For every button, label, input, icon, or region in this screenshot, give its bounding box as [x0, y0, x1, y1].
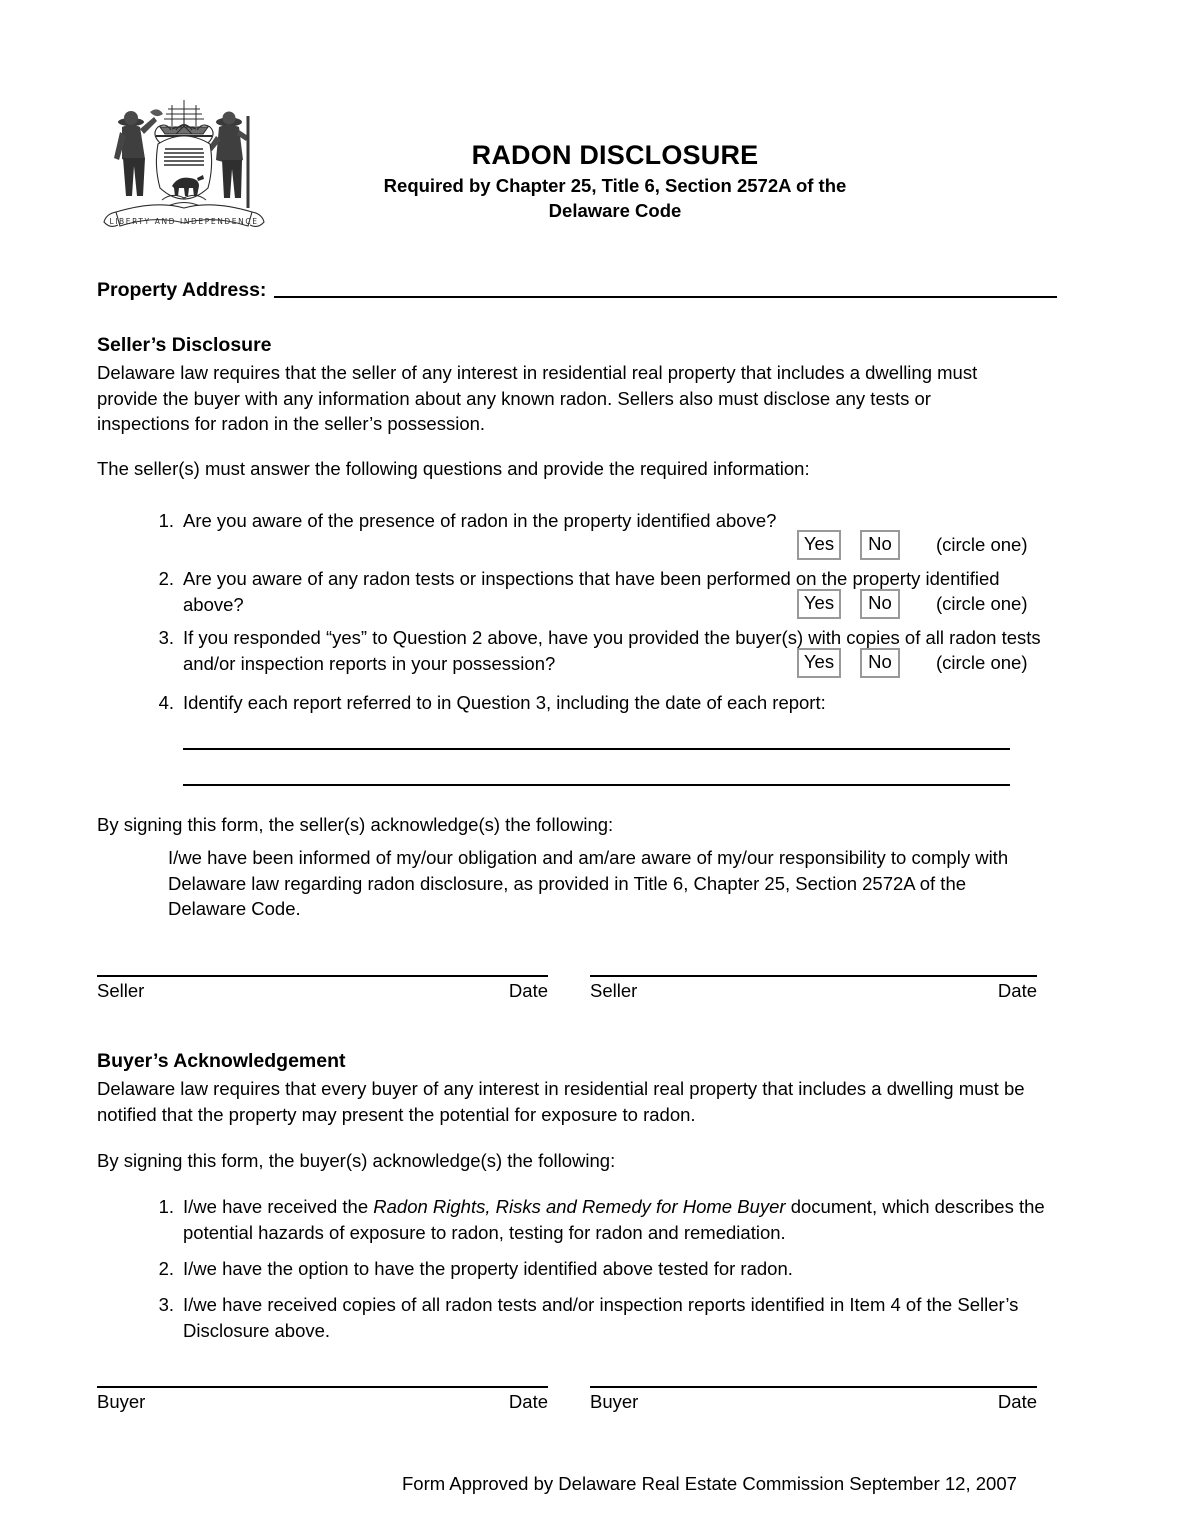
seller-question-3-text: If you responded “yes” to Question 2 above, have you provided the buyer(s) with copies of all radon tests and/or inspection reports in your possession?: [183, 627, 1041, 674]
list-item: [148, 1256, 1053, 1282]
buyer-item-3-number: 3.: [158, 1294, 174, 1315]
seller-question-2-number: 2.: [158, 568, 174, 589]
buyer-signature-row: [97, 1386, 1037, 1413]
buyers-acknowledgement-lead: By signing this form, the buyer(s) acknowledge(s) the following:: [97, 1150, 616, 1171]
list-item: [148, 1194, 1053, 1245]
seller-question-1-number: 1.: [158, 510, 174, 531]
seller-question-1: [148, 508, 908, 534]
buyer-item-2-text: I/we have the option to have the property identified above tested for radon.: [183, 1258, 793, 1279]
buyer-item-1: [148, 1194, 1053, 1245]
buyer-item-2-number: 2.: [158, 1258, 174, 1279]
document-header: [0, 96, 1187, 266]
seller-question-2-answers[interactable]: [797, 589, 1028, 619]
seller-acknowledgement-body: I/we have been informed of my/our obligation and am/are aware of my/our responsibility to comply with Delaware law regarding radon disclosure, as provided in Title 6, Chapter 25, Section 2572A of the Delaware Code.: [168, 847, 1009, 920]
list-item: [148, 1292, 1053, 1343]
document-subtitle-line-1: Required by Chapter 25, Title 6, Section 2572A of the: [383, 175, 847, 197]
report-entry-line-2[interactable]: [183, 784, 1010, 786]
seller-question-1-text: Are you aware of the presence of radon in the property identified above?: [183, 510, 777, 531]
seller-date-label-right: Date: [997, 980, 1037, 1001]
buyer-item-1-document-title: Radon Rights, Risks and Remedy for Home Buyer: [373, 1196, 786, 1217]
seller-q1-no-option[interactable]: No: [860, 530, 900, 560]
list-item: [148, 690, 1048, 716]
seller-q3-circle-one-hint: (circle one): [936, 652, 1028, 673]
signature-gap: [548, 975, 590, 1002]
buyer-item-1-text-pre: I/we have received the: [183, 1196, 374, 1217]
form-approval-footer: Form Approved by Delaware Real Estate Commission September 12, 2007: [402, 1473, 1017, 1494]
seller-question-4: [148, 690, 1048, 716]
seller-q3-no-option[interactable]: No: [860, 648, 900, 678]
seller-question-3-number: 3.: [158, 627, 174, 648]
property-address-row[interactable]: [97, 280, 1057, 301]
seller-acknowledgement-lead: By signing this form, the seller(s) acknowledge(s) the following:: [97, 814, 614, 835]
buyer-item-1-number: 1.: [158, 1196, 174, 1217]
buyer-date-label-right: Date: [997, 1391, 1037, 1412]
seller-question-4-number: 4.: [158, 692, 174, 713]
buyer-signature-label-left: Buyer: [97, 1391, 146, 1412]
seller-question-1-answers[interactable]: [797, 530, 1028, 560]
seller-question-4-text: Identify each report referred to in Question 3, including the date of each report:: [183, 692, 826, 713]
buyer-signature-block-right[interactable]: [590, 1386, 1037, 1413]
buyers-acknowledgement-heading: Buyer’s Acknowledgement: [97, 1050, 346, 1072]
document-subtitle: [280, 174, 950, 223]
property-address-label: Property Address:: [97, 279, 267, 301]
buyer-date-label-left: Date: [508, 1391, 548, 1412]
seller-question-3-answers[interactable]: [797, 648, 1028, 678]
property-address-input-line[interactable]: [274, 296, 1057, 298]
buyer-item-3: [148, 1292, 1053, 1343]
buyer-signature-block-left[interactable]: [97, 1386, 548, 1413]
seller-signature-block-left[interactable]: [97, 975, 548, 1002]
seller-q2-no-option[interactable]: No: [860, 589, 900, 619]
seller-signature-block-right[interactable]: [590, 975, 1037, 1002]
buyers-acknowledgement-intro: Delaware law requires that every buyer of any interest in residential real property that includes a dwelling must be notified that the property may present the potential for exposure to radon.: [97, 1078, 1025, 1125]
seller-q2-circle-one-hint: (circle one): [936, 593, 1028, 614]
buyer-signature-label-right: Buyer: [590, 1391, 639, 1412]
delaware-state-seal-icon: [98, 96, 270, 248]
report-entry-line-1[interactable]: [183, 748, 1010, 750]
seal-motto-text: LIBERTY AND INDEPENDENCE: [109, 217, 259, 226]
seller-signature-label-left: Seller: [97, 980, 145, 1001]
seller-date-label-left: Date: [508, 980, 548, 1001]
seller-q2-yes-option[interactable]: Yes: [797, 589, 841, 619]
buyer-item-2: [148, 1256, 1053, 1282]
sellers-disclosure-heading: Seller’s Disclosure: [97, 334, 272, 356]
signature-gap: [548, 1386, 590, 1413]
buyer-item-3-text: I/we have received copies of all radon tests and/or inspection reports identified in Item 4 of the Seller’s Disclosure above.: [183, 1294, 1019, 1341]
document-subtitle-line-2: Delaware Code: [548, 199, 682, 221]
list-item: [148, 508, 908, 534]
seller-q1-circle-one-hint: (circle one): [936, 534, 1028, 555]
sellers-disclosure-instruction: The seller(s) must answer the following questions and provide the required information:: [97, 458, 810, 479]
document-title: RADON DISCLOSURE: [471, 140, 759, 170]
seller-q1-yes-option[interactable]: Yes: [797, 530, 841, 560]
buyer-item-1-text-post: document, which describes the potential hazards of exposure to radon, testing for radon and remediation.: [183, 1196, 1045, 1243]
seller-q3-yes-option[interactable]: Yes: [797, 648, 841, 678]
seller-question-2-text: Are you aware of any radon tests or inspections that have been performed on the property identified above?: [183, 568, 1000, 615]
sellers-disclosure-intro: Delaware law requires that the seller of any interest in residential real property that includes a dwelling must provide the buyer with any information about any known radon. Sellers also must disclose any tests or inspections for radon in the seller’s possession.: [97, 362, 978, 435]
title-block: [280, 140, 950, 223]
seller-signature-label-right: Seller: [590, 980, 638, 1001]
seller-signature-row: [97, 975, 1037, 1002]
